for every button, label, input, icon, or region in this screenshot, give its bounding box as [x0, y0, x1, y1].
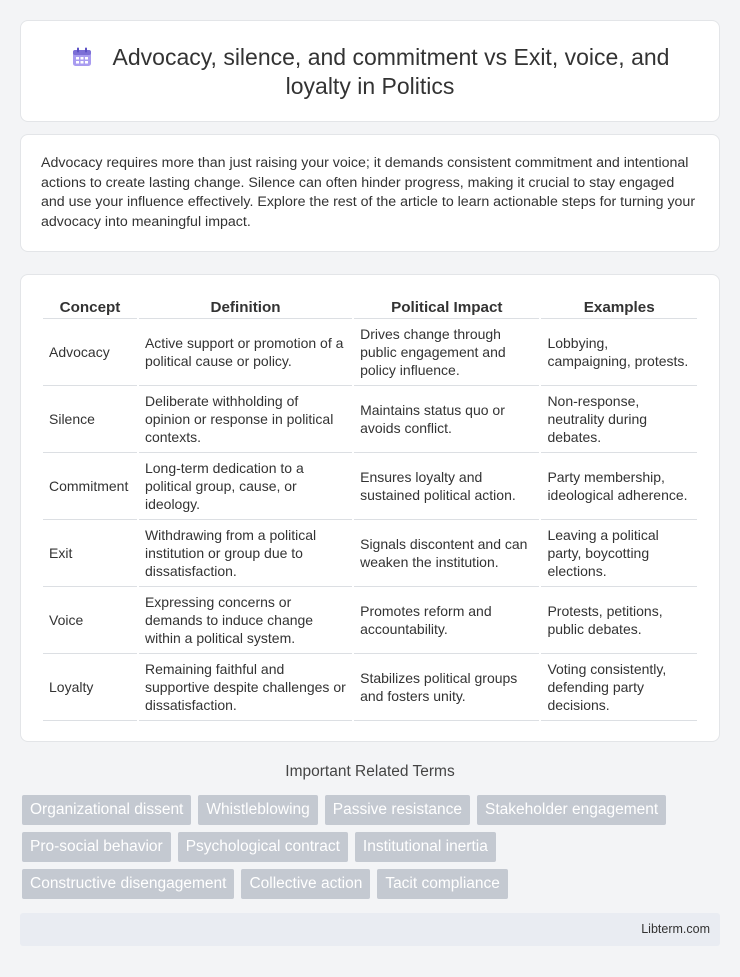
- page-title-wrap: [61, 43, 679, 101]
- cell-definition: Long-term dedication to a political group, cause, or ideology.: [139, 453, 352, 520]
- cell-examples: Non-response, neutrality during debates.: [541, 386, 697, 453]
- related-terms-title: Important Related Terms: [285, 763, 455, 780]
- cell-definition: Expressing concerns or demands to induce change within a political system.: [139, 587, 352, 654]
- header-concept: Concept: [43, 295, 137, 319]
- cell-examples: Leaving a political party, boycotting elections.: [541, 520, 697, 587]
- cell-definition: Remaining faithful and supportive despite challenges or dissatisfaction.: [139, 654, 352, 721]
- table-row: [43, 654, 697, 721]
- cell-political-impact: Stabilizes political groups and fosters unity.: [354, 654, 539, 721]
- intro-card: [20, 134, 720, 252]
- cell-definition: Deliberate withholding of opinion or response in political contexts.: [139, 386, 352, 453]
- table-row: [43, 587, 697, 654]
- tag-psychological-contract[interactable]: Psychological contract: [178, 832, 348, 862]
- comparison-table: [41, 295, 699, 721]
- cell-examples: Voting consistently, defending party decisions.: [541, 654, 697, 721]
- cell-political-impact: Signals discontent and can weaken the institution.: [354, 520, 539, 587]
- related-terms-tags: [22, 795, 702, 899]
- title-card: [20, 20, 720, 122]
- intro-paragraph: Advocacy requires more than just raising your voice; it demands consistent commitment and intentional actions to create lasting change. Silence can often hinder progress, making it crucial to stay engaged and use your influence effectively. Explore the rest of the article to learn actionable steps for turning your advocacy into meaningful impact.: [41, 155, 696, 230]
- cell-political-impact: Maintains status quo or avoids conflict.: [354, 386, 539, 453]
- cell-concept: Silence: [43, 386, 137, 453]
- cell-political-impact: Drives change through public engagement and policy influence.: [354, 319, 539, 386]
- footer: [20, 913, 720, 946]
- tag-organizational-dissent[interactable]: Organizational dissent: [22, 795, 191, 825]
- tag-stakeholder-engagement[interactable]: Stakeholder engagement: [477, 795, 666, 825]
- tag-tacit-compliance[interactable]: Tacit compliance: [377, 869, 508, 899]
- header-examples: Examples: [541, 295, 697, 319]
- cell-concept: Commitment: [43, 453, 137, 520]
- page-title: Advocacy, silence, and commitment vs Exit, voice, and loyalty in Politics: [112, 44, 670, 99]
- table-row: [43, 319, 697, 386]
- table-card: [20, 274, 720, 742]
- cell-concept: Advocacy: [43, 319, 137, 386]
- cell-definition: Withdrawing from a political institution or group due to dissatisfaction.: [139, 520, 352, 587]
- cell-concept: Exit: [43, 520, 137, 587]
- footer-brand-link[interactable]: Libterm.com: [641, 922, 710, 936]
- tag-whistleblowing[interactable]: Whistleblowing: [198, 795, 317, 825]
- tag-collective-action[interactable]: Collective action: [241, 869, 370, 899]
- table-row: [43, 453, 697, 520]
- table-row: [43, 520, 697, 587]
- tag-constructive-disengagement[interactable]: Constructive disengagement: [22, 869, 234, 899]
- tag-institutional-inertia[interactable]: Institutional inertia: [355, 832, 496, 862]
- header-political-impact: Political Impact: [354, 295, 539, 319]
- cell-examples: Lobbying, campaigning, protests.: [541, 319, 697, 386]
- cell-examples: Protests, petitions, public debates.: [541, 587, 697, 654]
- calendar-icon: [71, 46, 93, 68]
- table-header-row: [43, 295, 697, 319]
- table-row: [43, 386, 697, 453]
- header-definition: Definition: [139, 295, 352, 319]
- cell-examples: Party membership, ideological adherence.: [541, 453, 697, 520]
- cell-concept: Loyalty: [43, 654, 137, 721]
- tag-passive-resistance[interactable]: Passive resistance: [325, 795, 470, 825]
- cell-concept: Voice: [43, 587, 137, 654]
- cell-definition: Active support or promotion of a political cause or policy.: [139, 319, 352, 386]
- cell-political-impact: Promotes reform and accountability.: [354, 587, 539, 654]
- tag-pro-social-behavior[interactable]: Pro-social behavior: [22, 832, 171, 862]
- cell-political-impact: Ensures loyalty and sustained political action.: [354, 453, 539, 520]
